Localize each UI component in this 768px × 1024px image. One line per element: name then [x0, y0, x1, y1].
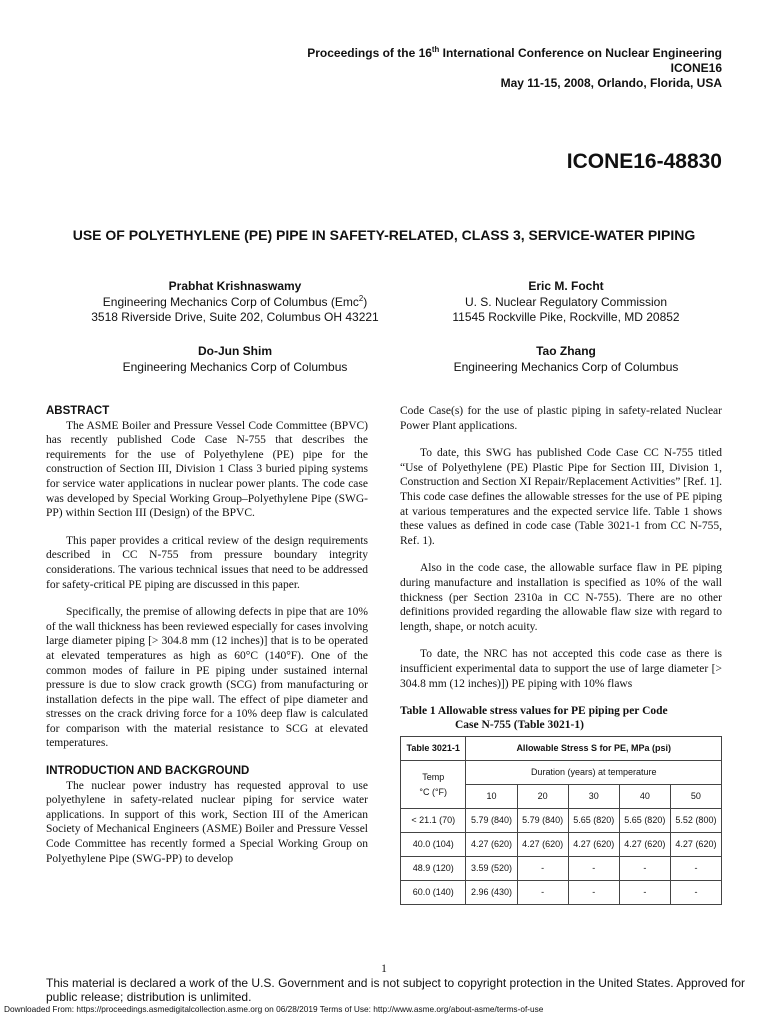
- author-address: 3518 Riverside Drive, Suite 202, Columbus OH 43221: [91, 310, 379, 324]
- table-row: [401, 809, 722, 833]
- table-id-cell: Table 3021-1: [401, 737, 466, 761]
- author-affiliation: Engineering Mechanics Corp of Columbus (Emc$^2$): [102, 293, 368, 309]
- stress-cell: -: [568, 881, 619, 905]
- body-paragraph: To date, the NRC has not accepted this code case as there is insufficient experimental data to support the use of large diameter [> 304.8 mm (12 inches)]) PE piping with 10% flaws: [400, 648, 722, 690]
- table-row: [401, 833, 722, 857]
- temp-header-cell: Temp °C (°F): [401, 761, 466, 809]
- stress-cell: -: [568, 857, 619, 881]
- paper-id: ICONE16-48830: [566, 150, 722, 173]
- table-row: [401, 857, 722, 881]
- stress-cell: 2.96 (430): [466, 881, 517, 905]
- left-column: [46, 404, 368, 879]
- duration-cell: 10: [466, 785, 517, 809]
- author-address: 11545 Rockville Pike, Rockville, MD 20852: [452, 310, 680, 324]
- paper-title: USE OF POLYETHYLENE (PE) PIPE IN SAFETY-RELATED, CLASS 3, SERVICE-WATER PIPING: [72, 227, 696, 243]
- table-row: [401, 881, 722, 905]
- temp-cell: 40.0 (104): [401, 833, 466, 857]
- introduction-paragraph: The nuclear power industry has requested approval to use polyethylene in safety-related nuclear piping for service water applications. In support of this work, Section III of the American Society of Mechanical Engineers (ASME) Boiler and Pressure Vessel Code Committee has recently formed a Special Working Group on Polyethylene Pipe (SWG-PP) to develop: [46, 779, 368, 865]
- conference-name: Proceedings of the 16th International Conference on Nuclear Engineering: [307, 45, 722, 60]
- stress-cell: -: [517, 881, 568, 905]
- duration-header-cell: Duration (years) at temperature: [466, 761, 722, 785]
- stress-cell: 5.52 (800): [670, 809, 721, 833]
- author-block-4: [396, 344, 736, 375]
- abstract-paragraph: Specifically, the premise of allowing defects in pipe that are 10% of the wall thickness has been reviewed especially for cases involving large diameter piping [> 304.8 mm (12 inches)] that is to be operated at elevated temperatures as high as 60°C (140°F). One of the common modes of failure in PE piping under sustained internal pressure is due to slow crack growth (SCG) from manufacturing or installation defects in the pipe wall. The effect of pipe diameter and stresses on the crack driving force for a 10% deep flaw is calculated for comparison with the material resistance to SCG at elevated temperatures.: [46, 606, 368, 750]
- stress-cell: -: [619, 857, 670, 881]
- author-block-1: [65, 279, 405, 326]
- body-paragraph: Code Case(s) for the use of plastic piping in safety-related Nuclear Power Plant applications.: [400, 405, 722, 432]
- temp-cell: 48.9 (120): [401, 857, 466, 881]
- author-name: Do-Jun Shim: [198, 344, 272, 358]
- author-name: Tao Zhang: [536, 344, 596, 358]
- stress-cell: 4.27 (620): [619, 833, 670, 857]
- table-caption: Table 1 Allowable stress values for PE piping per Code Case N-755 (Table 3021-1): [400, 705, 668, 732]
- abstract-paragraph: This paper provides a critical review of the design requirements described in CC N-755 from pressure boundary integrity considerations. The various technical issues that need to be addressed for safety-critical PE piping are discussed in this paper.: [46, 534, 368, 591]
- author-affiliation: U. S. Nuclear Regulatory Commission: [464, 294, 668, 309]
- stress-cell: 5.65 (820): [619, 809, 670, 833]
- abstract-paragraph: The ASME Boiler and Pressure Vessel Code Committee (BPVC) has recently published Code Case N-755 that describes the requirements for the use of Polyethylene (PE) pipe for the construction of Section III, Division 1 Class 3 buried piping systems for service water applications in nuclear power plants. The code case was developed by Special Working Group–Polyethylene Pipe (SWG-PP) within Section III (Design) of the BPVC.: [46, 419, 368, 520]
- stress-cell: 4.27 (620): [517, 833, 568, 857]
- stress-cell: 5.79 (840): [517, 809, 568, 833]
- allowable-stress-table: [400, 736, 722, 905]
- stress-header-cell: Allowable Stress S for PE, MPa (psi): [466, 737, 722, 761]
- page-number: 1: [381, 963, 387, 975]
- copyright-notice: This material is declared a work of the U.S. Government and is not subject to copyright protection in the United States. Approved for public release; distribution is unlimited.: [46, 976, 746, 1004]
- body-paragraph: Also in the code case, the allowable surface flaw in PE piping during manufacture and installation is specified as 10% of the wall thickness (per Section 2310a in CC N-755). There are no other definitions provided regarding the allowable flaw size with regard to length, shape, or notch acuity.: [400, 562, 722, 633]
- duration-cell: 20: [517, 785, 568, 809]
- stress-cell: -: [517, 857, 568, 881]
- stress-cell: 4.27 (620): [670, 833, 721, 857]
- stress-cell: 5.79 (840): [466, 809, 517, 833]
- body-paragraph: To date, this SWG has published Code Case CC N-755 titled “Use of Polyethylene (PE) Plastic Pipe for Section III, Division 1, Construction and Section XI Repair/Replacement Activities” [Ref. 1]. This code case defines the allowable stresses for the use of PE piping at various temperatures and the expected service life. Table 1 shows these values as defined in code case (Table 3021-1 from CC N-755, Ref. 1).: [400, 447, 722, 547]
- stress-cell: -: [670, 881, 721, 905]
- stress-cell: 3.59 (520): [466, 857, 517, 881]
- author-block-3: [65, 344, 405, 375]
- conference-date-place: May 11-15, 2008, Orlando, Florida, USA: [500, 76, 722, 90]
- stress-cell: 5.65 (820): [568, 809, 619, 833]
- stress-cell: 4.27 (620): [466, 833, 517, 857]
- duration-cell: 40: [619, 785, 670, 809]
- temp-cell: 60.0 (140): [401, 881, 466, 905]
- stress-cell: 4.27 (620): [568, 833, 619, 857]
- author-block-2: [396, 279, 736, 326]
- stress-cell: -: [619, 881, 670, 905]
- author-name: Prabhat Krishnaswamy: [168, 279, 302, 293]
- temp-cell: < 21.1 (70): [401, 809, 466, 833]
- right-column: [400, 404, 722, 905]
- duration-cell: 50: [670, 785, 721, 809]
- download-notice: Downloaded From: https://proceedings.asmedigitalcollection.asme.org on 06/28/2019 Terms of Use: http://www.asme.org/about-asme/terms-of-use: [4, 1004, 544, 1014]
- conference-short-name: ICONE16: [670, 61, 722, 75]
- author-name: Eric M. Focht: [528, 279, 604, 293]
- author-affiliation: Engineering Mechanics Corp of Columbus: [122, 359, 348, 374]
- abstract-heading: ABSTRACT: [46, 405, 110, 417]
- stress-cell: -: [670, 857, 721, 881]
- duration-cell: 30: [568, 785, 619, 809]
- author-affiliation: Engineering Mechanics Corp of Columbus: [453, 359, 679, 374]
- conference-header: [307, 46, 722, 91]
- introduction-heading: INTRODUCTION AND BACKGROUND: [46, 765, 250, 778]
